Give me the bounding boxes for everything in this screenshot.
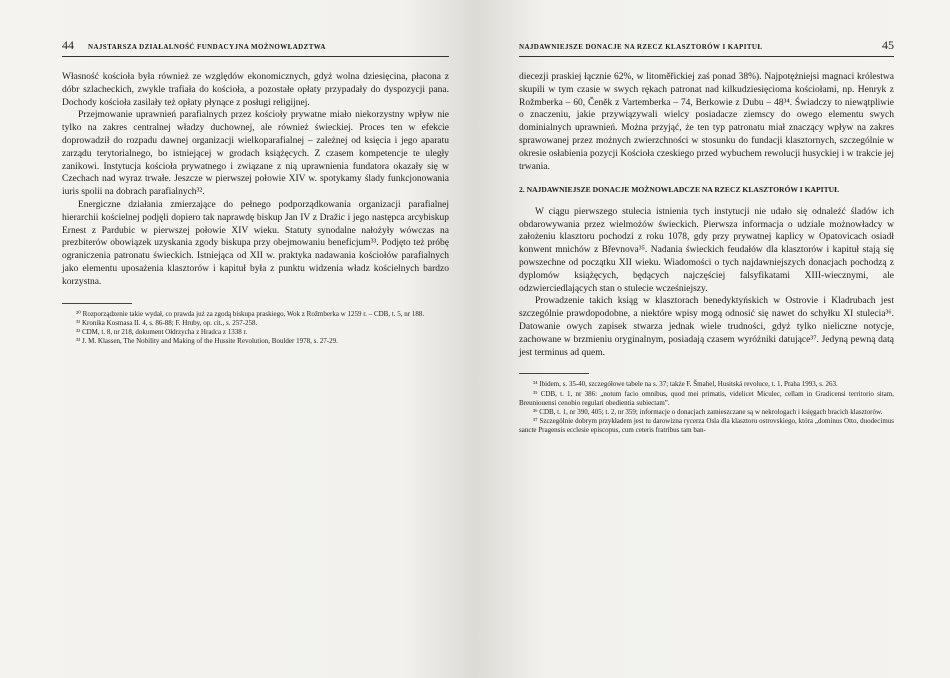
footnote: ³³ J. M. Klassen, The Nobility and Making of the Hussite Revolution, Boulder 1978, s. 27-29. (76, 337, 338, 346)
right-page-number: 45 (882, 38, 894, 52)
right-page (475, 0, 950, 678)
right-page-header (519, 38, 894, 57)
right-body-text (519, 71, 894, 359)
left-page-number: 44 (62, 38, 74, 52)
left-running-head: NAJSTARSZA DZIAŁALNOŚĆ FUNDACYJNA MOŻNOWŁADZTWA (88, 43, 326, 51)
footnote: ³² CDM, t. 8, nr 218, dokument Ołdrzycha z Hradca z 1338 r. (76, 327, 248, 336)
right-paragraph: Prowadzenie takich ksiąg w klasztorach benedyktyńskich w Ostrovie i Kladrubach jest szczególnie prawdopodobne, a niektóre wpisy mogą odnosić się nawet do schyłku XI stulecia³⁶. Datowanie owych zapisek stwarza jednak wiele trudności, gdyż tylko nieliczne notycje, zachowane w brzmieniu oryginalnym, posiadają czasem wyróżniki datujące³⁷. Jedyną pewną datą jest terminus ad quem. (519, 296, 894, 358)
left-body-text (62, 71, 449, 289)
left-page-header (62, 38, 449, 57)
footnote: ³⁶ CDB, t. 1, nr 390, 405; t. 2, nr 359; informacje o donacjach zamieszczane są w nekrologach i księgach bracich klasztorów. (533, 408, 883, 417)
left-footnote-rule (62, 303, 132, 304)
footnote: ³¹ Kronika Kosmasa II. 4, s. 86-88; F. Hruby, op. cit., s. 257-258. (76, 318, 258, 327)
left-footnotes (62, 310, 449, 347)
left-paragraph: Przejmowanie uprawnień parafialnych przez kościoły prywatne miało niekorzystny wpływ nie tylko na zakres centralnej władzy duchownej, ale również świeckiej. Proces ten w efekcie doprowadził do rozpadu dawnej organizacji wielkoparafialnej – zależnej od księcia i jego aparatu zarządu terytorialnego, bo istniejącej w grodach książęcych. Z czasem kompetencje te uległy zanikowi. Instytucja kościoła prywatnego i związane z nią uprawnienia fundatora okazały się w Czechach nad wyraz trwałe. Jeszcze w pierwszej połowie XIV w. spotykamy ślady funkcjonowania iuris spolii na dobrach parafialnych³². (62, 110, 449, 198)
footnote: ³⁰ Rozporządzenie takie wydał, co prawda już za zgodą biskupa praskiego, Wok z Rožmberka w 1259 r. – CDB, t. 5, nr 188. (76, 309, 425, 318)
right-paragraph: W ciągu pierwszego stulecia istnienia tych instytucji nie udało się odnaleźć śladów ich obdarowywania przez wielmożów świeckich. Pierwsza informacja o udziale możnowładcy w założeniu klasztoru pochodzi z roku 1078, gdy przy prywatnej kaplicy w Opatovicach osiadł konwent mnichów z Břevnova³⁵. Nadania świeckich feudałów dla klasztorów i kapituł stają się powszechne od początku XII wieku. Wiadomości o tych najdawniejszych donacjach pochodzą z dyplomów książęcych, będących najczęściej falsyfikatami XIII-wiecznymi, ale odzwierciedlających stan o stulecie wcześniejszy. (519, 206, 894, 294)
right-running-head: NAJDAWNIEJSZE DONACJE NA RZECZ KLASZTORÓW I KAPITUŁ (519, 43, 763, 51)
right-footnotes (519, 380, 894, 435)
right-intro-paragraph: diecezji praskiej łącznie 62%, w litoměřickiej zaś ponad 38%). Najpotężniejsi magnaci królestwa skupili w tym czasie w swych rękach patronat nad kilkudziesięcioma kościołami, np. Henryk z Rožmberka – 60, Čeněk z Vartemberka – 74, Berkowie z Dubu – 48³⁴. Świadczy to niewątpliwie o znaczeniu, jakie przywiązywali wielcy posiadacze ziemscy do owego elementu swych dominialnych uprawnień. Można przyjąć, że ten typ patronatu miał znaczący wpływ na zakres sprawowanej przez możnych zwierzchności w stosunku do fundacji klasztornych, szczególnie w okresie osłabienia pozycji Kościoła czeskiego przed wybuchem rewolucji husyckiej i w trakcie jej trwania. (519, 72, 894, 172)
left-paragraph: Energiczne działania zmierzające do pełnego podporządkowania organizacji parafialnej hierarchii kościelnej podjęli dopiero tak naprawdę biskup Jan IV z Dražic i jego następca arcybiskup Ernest z Pardubic w pierwszej połowie XIV wieku. Statuty synodalne nałożyły wówczas na prezbiterów obowiązek uzyskania zgody biskupa przy obejmowaniu beneficjum³³. Podjęto też próbę ograniczenia patronatu świeckich. Istniejąca od XII w. praktyka nadawania kościołów parafialnych jako elementu uposażenia klasztorów i kapituł była z punktu widzenia władz kościelnych bardzo korzystna. (62, 199, 449, 287)
left-paragraph: Własność kościoła była również ze względów ekonomicznych, gdyż wolna dziesięcina, płacona z dóbr szlacheckich, zwykle trafiała do kościoła, a pozostałe opłaty przypadały do dyspozycji pana. Dochody kościoła zasilały też opłaty płynące z posługi religijnej. (62, 72, 449, 108)
footnote: ³⁷ Szczególnie dobrym przykładem jest tu darowizna rycerza Osla dla klasztoru ostrovskiego, która „dominus Otto, duodecimus sancte Pragensis ecclesie episcopus, cum ceteris fratribus tam ban- (519, 417, 894, 435)
footnote: ³⁴ Ibidem, s. 35-40, szczegółowe tabele na s. 37; także F. Šmahel, Husitská revoluce, t. 1, Praha 1993, s. 263. (533, 380, 838, 389)
footnote: ³⁵ CDB, t. 1, nr 386: „notum facio omnibus, quod mei primatis, videlicet Miculec, cellam in Gradicensi territorio sitam, Breuniouensi cenobio regulari obedientia subiectam”. (519, 389, 894, 407)
right-footnote-rule (519, 373, 589, 374)
section-heading: 2. NAJDAWNIEJSZE DONACJE MOŻNOWŁADCZE NA RZECZ KLASZTORÓW I KAPITUŁ (519, 185, 840, 195)
